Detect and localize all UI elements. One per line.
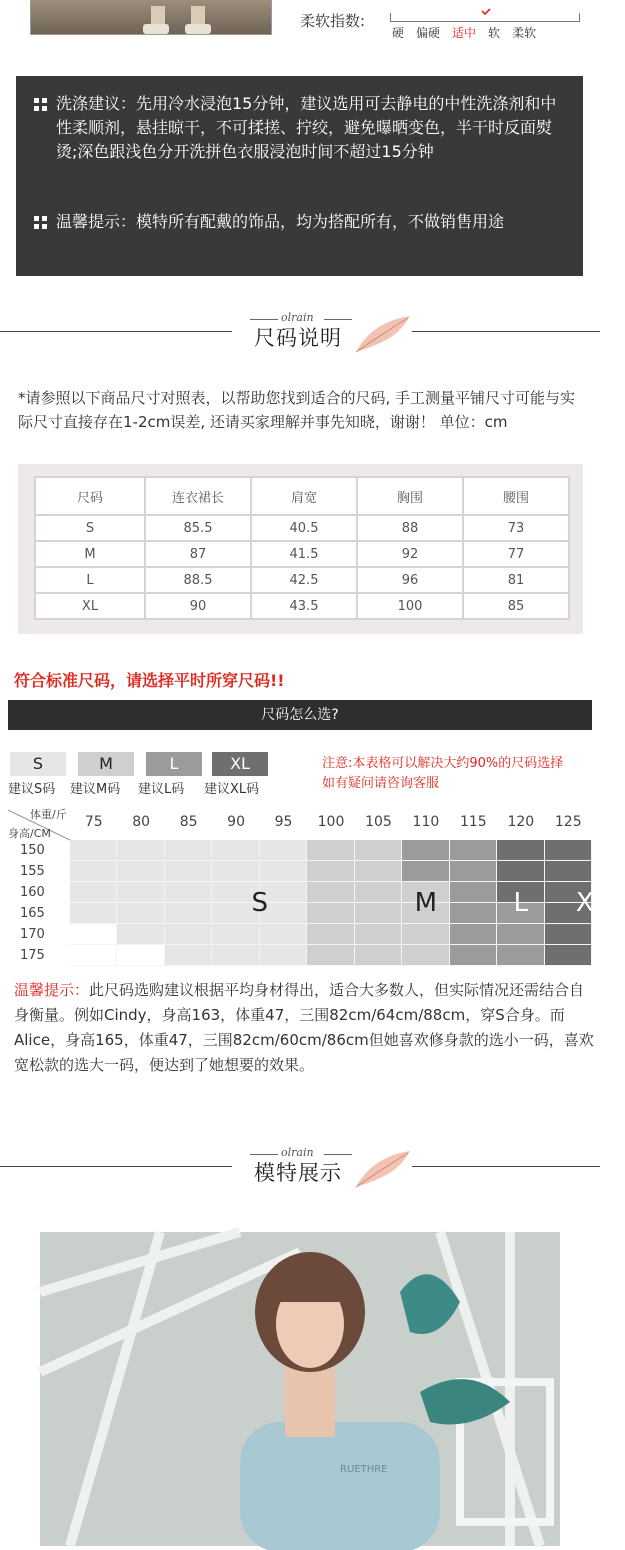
height-header: 170 (20, 927, 45, 942)
table-cell: 88 (358, 516, 462, 540)
table-cell: 96 (358, 568, 462, 592)
grid-cell (165, 861, 212, 882)
grid-cell (402, 861, 449, 882)
table-cell: 40.5 (252, 516, 356, 540)
table-cell: 92 (358, 542, 462, 566)
grid-cell (402, 840, 449, 861)
grid-cell (260, 840, 307, 861)
size-guide-bar: 尺码怎么选? (8, 700, 592, 730)
table-cell: S (36, 516, 144, 540)
table-row (36, 594, 568, 618)
table-cell: 41.5 (252, 542, 356, 566)
grid-cell (117, 840, 164, 861)
grid-corner-height: 身高/CM (8, 827, 51, 840)
height-header: 150 (20, 843, 45, 858)
softness-option: 柔软 (512, 26, 537, 40)
grid-cell (450, 861, 497, 882)
grid-cell (545, 840, 592, 861)
softness-option: 硬 (392, 26, 405, 40)
grid-cell (497, 840, 544, 861)
table-cell: 77 (464, 542, 568, 566)
height-header: 165 (20, 906, 45, 921)
size-chip-label: 建议XL码 (204, 782, 260, 797)
size-chip-label: 建议L码 (138, 782, 185, 797)
size-table-panel (18, 464, 583, 634)
brand-logo: olrain (281, 1146, 314, 1159)
weight-header: 75 (84, 814, 103, 830)
grid-cell (355, 840, 402, 861)
softness-label: 柔软指数: (300, 12, 366, 30)
table-row (36, 542, 568, 566)
product-photo-top (30, 0, 272, 35)
shoe (185, 24, 211, 34)
grid-cell (165, 924, 212, 945)
grid-cell (545, 924, 592, 945)
size-table (34, 476, 570, 620)
table-cell: 100 (358, 594, 462, 618)
tip-text: 此尺码选购建议根据平均身材得出，适合大多数人，但实际情况还需结合自身衡量。例如Cindy，身高163，体重47，三围82cm/64cm/88cm，穿S合身。而Alice，身高165，体重47，三围82cm/60cm/86cm但她喜欢修身款的选小一码，喜欢宽松款的选大一码，便达到了她想要的效果。 (14, 981, 594, 1074)
grid-cell (545, 861, 592, 882)
softness-option: 偏硬 (416, 26, 441, 40)
care-instructions-box (16, 76, 583, 276)
weight-header: 95 (274, 814, 293, 830)
weight-header: 90 (227, 814, 245, 830)
height-header: 155 (20, 864, 45, 879)
grid-cell (497, 945, 544, 966)
table-cell: L (36, 568, 144, 592)
wash-advice (56, 92, 566, 164)
table-cell: 88.5 (146, 568, 250, 592)
grid-cell (450, 840, 497, 861)
grid-cell (70, 924, 117, 945)
grid-cell (212, 840, 259, 861)
table-row (36, 568, 568, 592)
grid-cell (307, 861, 354, 882)
size-chip-label: 建议M码 (70, 782, 121, 797)
divider-right (412, 331, 600, 332)
grid-cell (117, 903, 164, 924)
grid-cell (165, 840, 212, 861)
column-header: 连衣裙长 (146, 478, 250, 514)
grid-cell (355, 861, 402, 882)
weight-header: 80 (132, 814, 151, 830)
brand-rule (324, 319, 352, 320)
weight-header: 85 (179, 814, 198, 830)
weight-header: 125 (554, 814, 582, 830)
softness-option: 适中 (452, 26, 477, 40)
weight-header: 110 (412, 814, 440, 830)
weight-header: 105 (365, 814, 392, 830)
accessory-notice-text: 温馨提示：模特所有配戴的饰品，均为搭配所有，不做销售用途 (56, 212, 505, 231)
grid-cell (307, 882, 354, 903)
table-cell: 42.5 (252, 568, 356, 592)
feather-icon (352, 1147, 414, 1191)
grid-cell (497, 924, 544, 945)
weight-header: 100 (317, 814, 345, 830)
table-cell: 43.5 (252, 594, 356, 618)
table-row (36, 516, 568, 540)
quad-dot-icon (34, 216, 47, 229)
side-note-1: 注意:本表格可以解决大约90%的尺码选择 (322, 756, 564, 771)
grid-cell (402, 945, 449, 966)
model-illustration (40, 1232, 560, 1546)
brand-rule (250, 319, 278, 320)
height-header: 160 (20, 885, 45, 900)
size-chip: M (78, 752, 134, 776)
table-header (36, 478, 568, 514)
grid-cell (355, 945, 402, 966)
grid-cell (307, 903, 354, 924)
grid-cell (307, 924, 354, 945)
softness-option: 软 (488, 26, 501, 40)
accessory-notice (56, 210, 566, 234)
table-cell: M (36, 542, 144, 566)
brand-rule (250, 1154, 278, 1155)
grid-cell (450, 924, 497, 945)
section-title-model: 模特展示 (254, 1161, 342, 1185)
feather-icon (352, 312, 414, 356)
size-legend (8, 752, 308, 798)
grid-cell (355, 924, 402, 945)
side-note-2: 如有疑问请咨询客服 (322, 776, 440, 791)
size-grid-chart (8, 806, 609, 966)
grid-cell (70, 882, 117, 903)
table-cell: 81 (464, 568, 568, 592)
model-photo (40, 1232, 560, 1546)
grid-cell (117, 861, 164, 882)
wash-advice-text: 洗涤建议：先用冷水浸泡15分钟，建议选用可去静电的中性洗涤剂和中性柔顺剂，悬挂晾干，不可揉搓、拧绞，避免曝晒变色，半干时反面熨烫;深色跟浅色分开洗拼色衣服浸泡时间不超过15分钟 (56, 94, 557, 161)
grid-cell (307, 945, 354, 966)
size-chip-label: 建议S码 (8, 782, 56, 797)
grid-cell (545, 945, 592, 966)
grid-cell (70, 840, 117, 861)
divider-left (0, 331, 232, 332)
grid-cell (212, 861, 259, 882)
table-cell: XL (36, 594, 144, 618)
table-cell: 73 (464, 516, 568, 540)
softness-scale (392, 24, 592, 41)
weight-header: 115 (459, 814, 487, 830)
size-tip (14, 978, 594, 1078)
divider-right (412, 1166, 600, 1167)
size-chip: L (146, 752, 202, 776)
size-zone-label: M (414, 888, 438, 919)
quad-dot-icon (34, 98, 47, 111)
column-header: 肩宽 (252, 478, 356, 514)
column-header: 胸围 (358, 478, 462, 514)
table-cell: 85.5 (146, 516, 250, 540)
grid-cell (497, 861, 544, 882)
grid-cell (402, 924, 449, 945)
grid-cell (117, 882, 164, 903)
table-cell: 90 (146, 594, 250, 618)
size-chip: XL (212, 752, 268, 776)
size-zone-label: XL (575, 888, 609, 919)
grid-cell (212, 924, 259, 945)
grid-cell (165, 903, 212, 924)
table-cell: 87 (146, 542, 250, 566)
brand-logo: olrain (281, 311, 314, 324)
height-header: 175 (20, 948, 45, 963)
grid-cell (117, 945, 164, 966)
grid-cell (165, 945, 212, 966)
size-intro: *请参照以下商品尺寸对照表，以帮助您找到适合的尺码, 手工测量平铺尺寸可能与实际尺寸直接存在1-2cm误差, 还请买家理解并事先知晓，谢谢！ 单位：cm (18, 389, 576, 431)
check-mark-icon (481, 8, 491, 16)
grid-cell (450, 945, 497, 966)
size-zone-label: L (513, 888, 529, 919)
size-zone-label: S (251, 888, 269, 919)
size-red-note: 符合标准尺码，请选择平时所穿尺码!! (14, 671, 285, 690)
grid-cell (260, 861, 307, 882)
grid-cell (117, 924, 164, 945)
grid-cell (165, 882, 212, 903)
section-title-size: 尺码说明 (254, 326, 342, 350)
grid-cell (260, 945, 307, 966)
brand-rule (324, 1154, 352, 1155)
weight-header: 120 (507, 814, 535, 830)
column-header: 腰围 (464, 478, 568, 514)
shirt-print: RUETHRE (340, 1464, 388, 1475)
grid-cell (212, 945, 259, 966)
column-header: 尺码 (36, 478, 144, 514)
grid-corner (8, 806, 70, 840)
grid-cell (70, 945, 117, 966)
divider-left (0, 1166, 232, 1167)
size-chip: S (10, 752, 66, 776)
grid-cell (307, 840, 354, 861)
grid-cell (70, 903, 117, 924)
tip-label: 温馨提示： (14, 981, 90, 999)
table-cell: 85 (464, 594, 568, 618)
grid-cell (260, 924, 307, 945)
grid-corner-weight: 体重/斤 (30, 808, 67, 821)
shoe (143, 24, 169, 34)
grid-cell (70, 861, 117, 882)
